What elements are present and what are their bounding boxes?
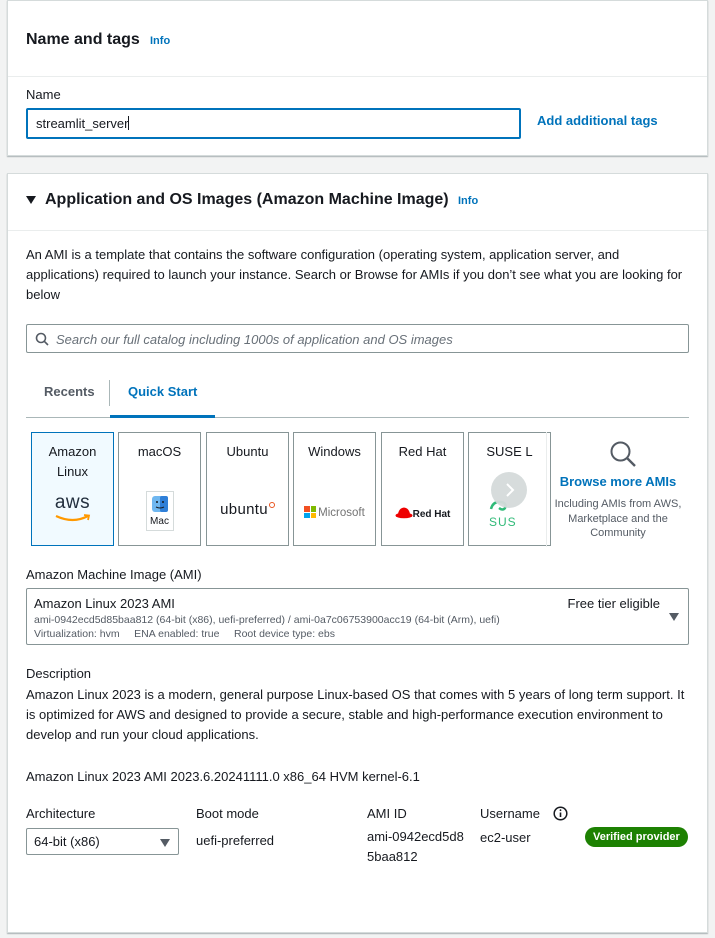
browse-more-subtitle: Including AMIs from AWS, Marketplace and the Community [554, 498, 682, 539]
architecture-select[interactable] [26, 828, 179, 855]
ami-id-label: AMI ID [367, 806, 407, 821]
ami-select-label: Amazon Machine Image (AMI) [26, 567, 202, 582]
red-hat-logo-icon: Red Hat [382, 504, 463, 522]
os-card-name: SUSE L [486, 444, 533, 459]
os-card-strip [31, 432, 533, 547]
ami-description: An AMI is a template that contains the software configuration (operating system, application server, and applications) required to launch your instance. Search or Browse for AMIs if you don’t see what you are looking for below [26, 247, 683, 302]
os-card-name: Red Hat [398, 444, 447, 459]
ami-id-value: ami-0942ecd5d85baa812 [367, 829, 464, 864]
add-additional-tags-link[interactable]: Add additional tags [537, 113, 658, 128]
name-label: Name [26, 87, 61, 102]
ami-section-title: Application and OS Images (Amazon Machine Image) [45, 191, 449, 208]
ubuntu-logo-icon: ubuntu [207, 501, 288, 519]
name-and-tags-title: Name and tags [26, 31, 140, 48]
chevron-right-icon [491, 472, 527, 508]
ami-header[interactable] [8, 174, 707, 231]
os-card-name: Ubuntu [226, 444, 269, 459]
suse-logo-icon: SUS [469, 499, 550, 531]
description-label: Description [26, 666, 92, 681]
name-input-value: streamlit_server [36, 116, 129, 131]
browse-more-amis-link[interactable]: Browse more AMIs [559, 474, 677, 489]
architecture-label: Architecture [26, 806, 96, 821]
ami-name: Amazon Linux 2023 AMI [34, 596, 175, 611]
search-placeholder: Search our full catalog including 1000s of application and OS images [56, 332, 453, 347]
aws-logo-icon: aws [32, 493, 113, 523]
info-circle-icon[interactable] [553, 806, 568, 821]
os-card-name: Amazon Linux [48, 444, 97, 479]
search-icon [609, 440, 637, 468]
text-cursor [128, 116, 129, 130]
username-label: Username [480, 806, 540, 821]
boot-mode-value: uefi-preferred [196, 833, 275, 848]
os-card-red-hat[interactable] [381, 432, 464, 546]
os-card-macos[interactable] [118, 432, 201, 546]
architecture-value: 64-bit (x86) [34, 834, 100, 849]
description-text: Amazon Linux 2023 is a modern, general purpose Linux-based OS that comes with 5 years of long term support. It is optimized for AWS and designed to provide a secure, stable and high-performance execution environment to develop and run your cloud applications. [26, 687, 685, 742]
free-tier-label: Free tier eligible [567, 596, 660, 611]
name-and-tags-panel [7, 0, 708, 156]
ami-full-name: Amazon Linux 2023 AMI 2023.6.20241111.0 x86_64 HVM kernel-6.1 [26, 769, 420, 784]
verified-provider-badge: Verified provider [585, 827, 688, 847]
os-card-name: macOS [137, 444, 182, 459]
caret-down-icon [669, 613, 679, 621]
ami-panel [7, 173, 708, 933]
ami-ids: ami-0942ecd5d85baa812 (64-bit (x86), uefi-preferred) / ami-0a7c06753900acc19 (64-bit (Arm), uefi) [34, 614, 500, 626]
os-card-ubuntu[interactable] [206, 432, 289, 546]
search-icon [35, 332, 49, 346]
ami-search-input[interactable] [26, 324, 689, 353]
collapse-caret-icon[interactable] [26, 196, 36, 204]
caret-down-icon [160, 839, 170, 847]
os-card-name: Windows [308, 444, 361, 459]
tab-recents[interactable]: Recents [44, 384, 95, 399]
carousel-next-button[interactable] [491, 472, 527, 508]
ami-details: Virtualization: hvm ENA enabled: true Root device type: ebs [34, 628, 335, 640]
ami-tabs [26, 374, 689, 418]
username-value: ec2-user [480, 830, 531, 845]
browse-more-amis[interactable] [553, 436, 683, 541]
ami-info-link[interactable]: Info [458, 195, 479, 207]
name-and-tags-header [8, 1, 707, 77]
ami-select[interactable] [26, 588, 689, 645]
tab-quick-start[interactable]: Quick Start [110, 374, 215, 418]
mac-logo-icon: Mac [119, 491, 200, 531]
browse-divider [546, 432, 547, 547]
os-card-amazon-linux[interactable] [31, 432, 114, 546]
name-and-tags-info-link[interactable]: Info [150, 35, 171, 47]
microsoft-logo-icon: Microsoft [294, 503, 375, 521]
os-card-windows[interactable] [293, 432, 376, 546]
boot-mode-label: Boot mode [196, 806, 259, 821]
name-input[interactable] [26, 108, 521, 139]
